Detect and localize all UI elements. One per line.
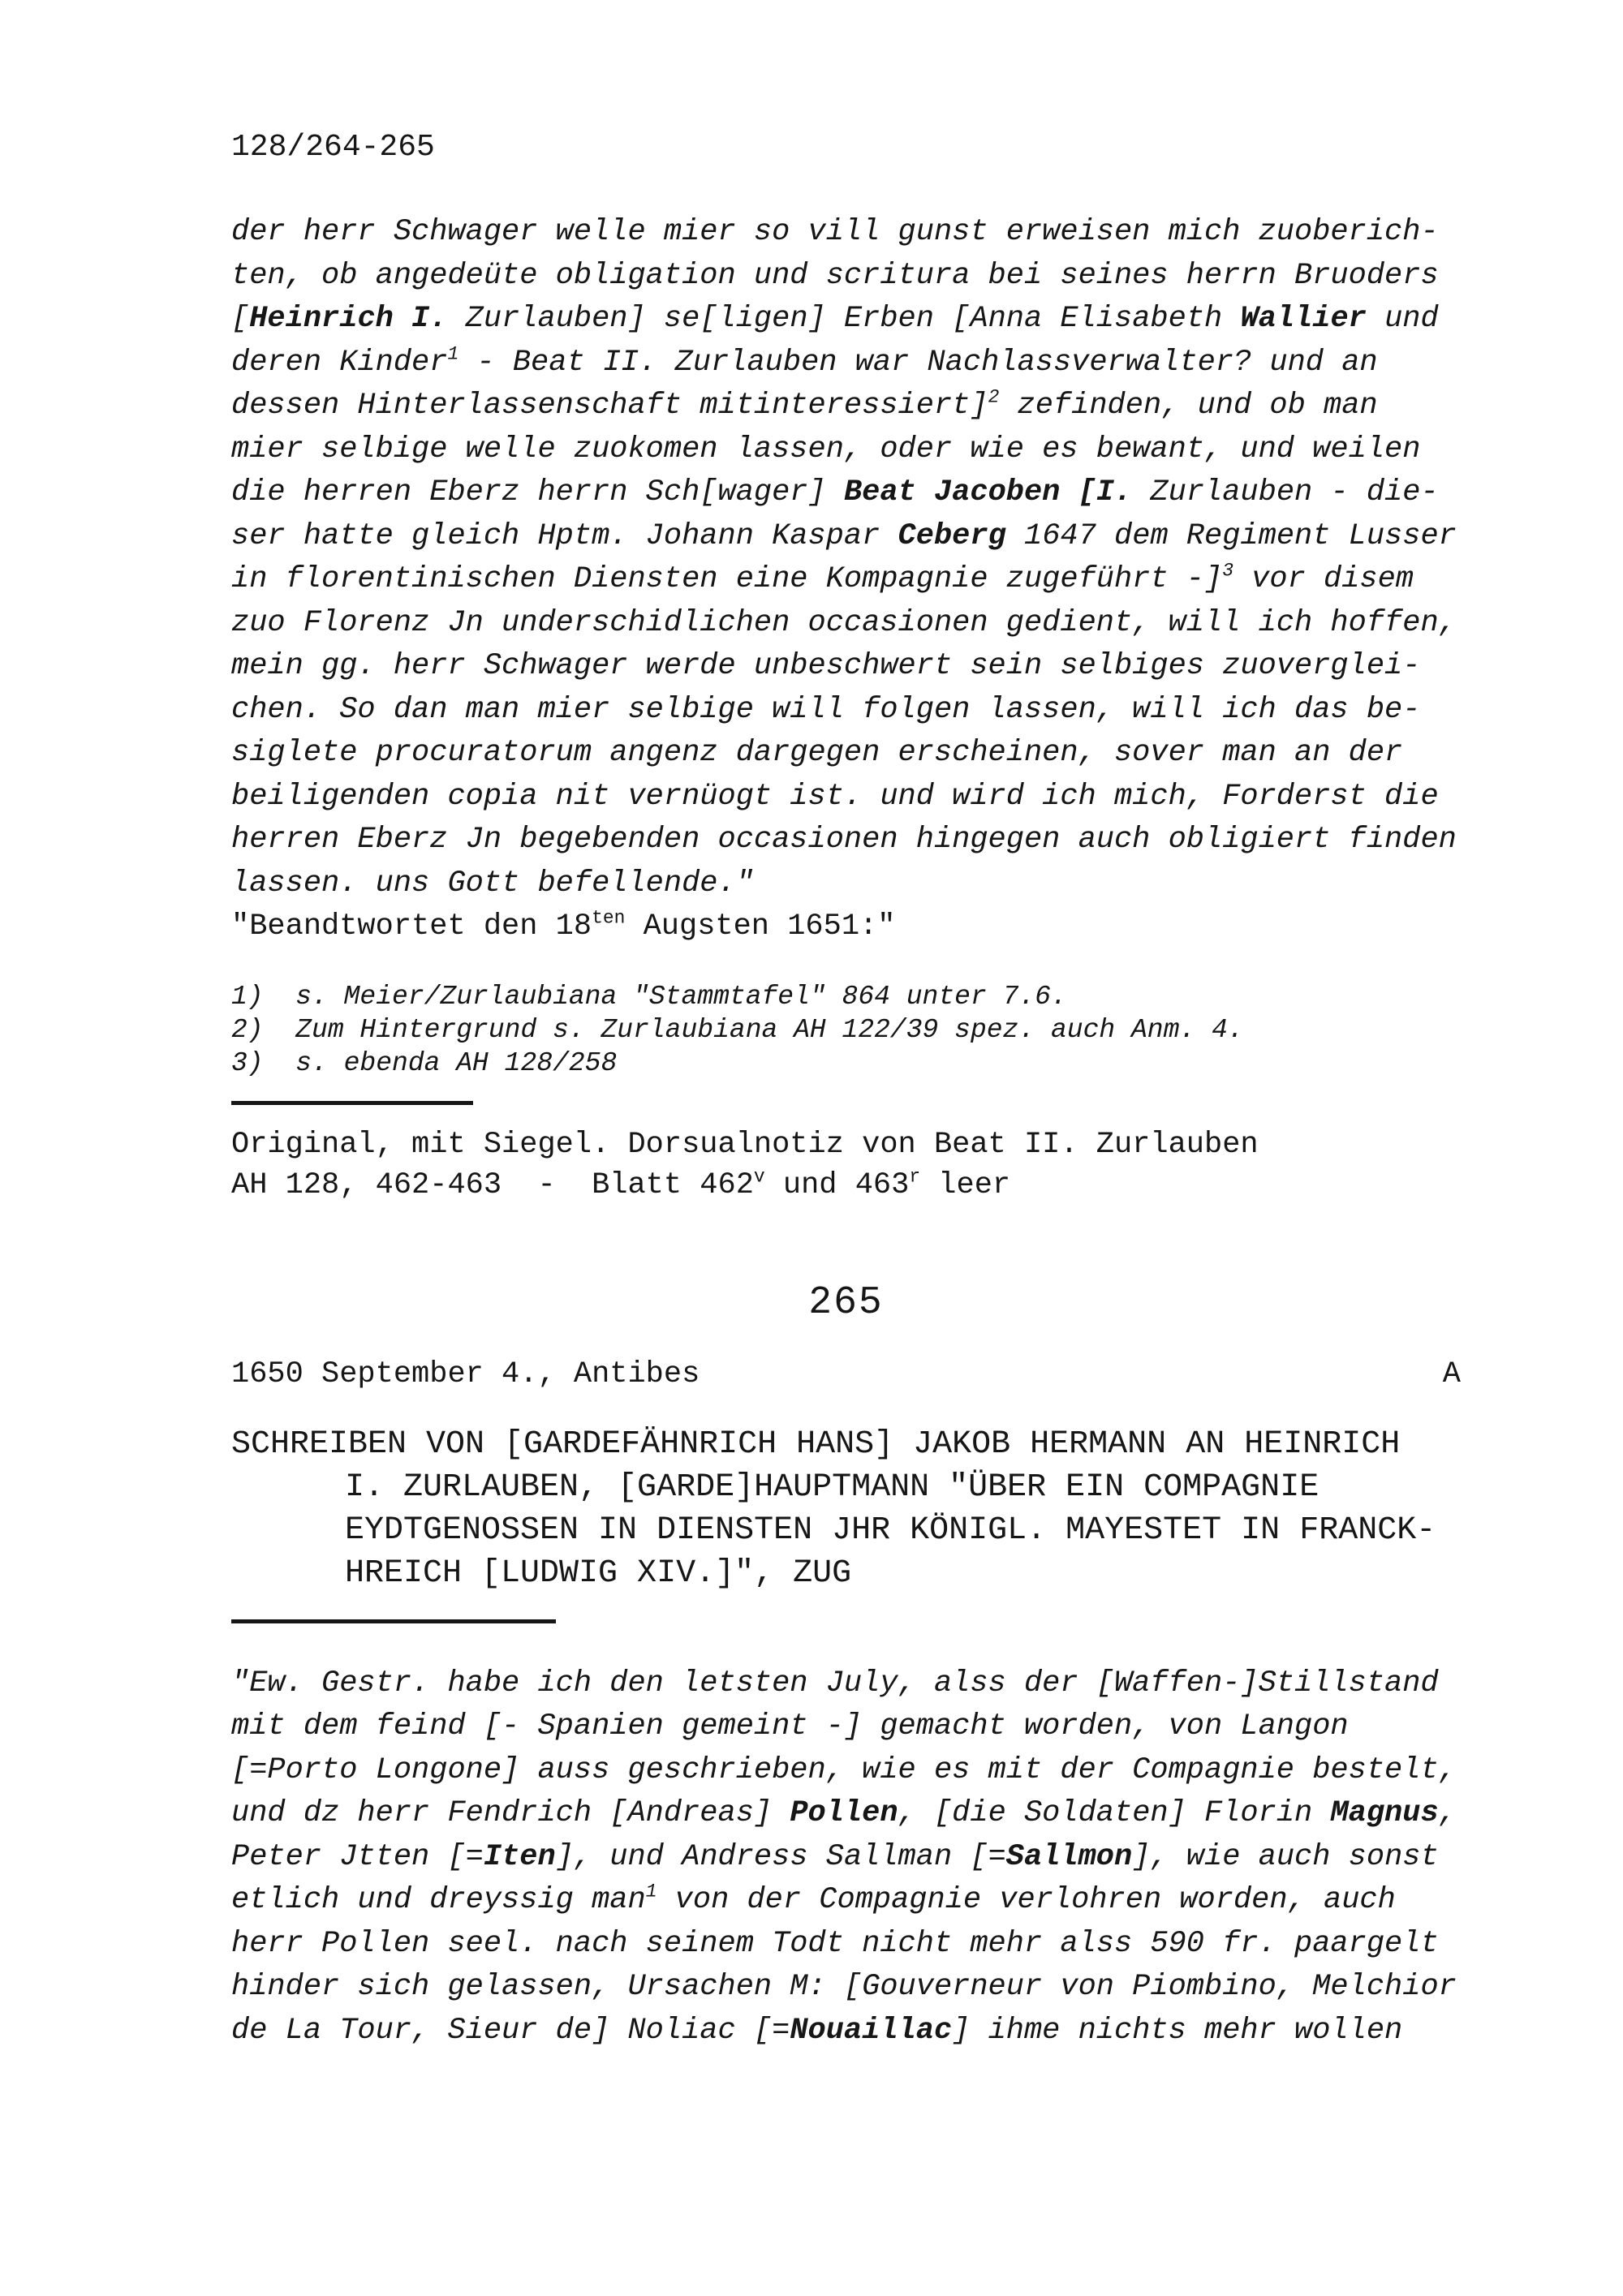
text-line: siglete procuratorum angenz dargegen erscheinen, sover man an der xyxy=(231,736,1403,770)
text-line: HREICH [LUDWIG XIV.]", ZUG xyxy=(345,1554,852,1592)
text-line: lassen. uns Gott befellende." xyxy=(231,866,754,901)
text-line: beiligenden copia nit vernüogt ist. und wird ich mich, Forderst die xyxy=(231,779,1439,814)
text-line: der herr Schwager welle mier so vill gunst erweisen mich zuoberich- xyxy=(231,215,1439,249)
entry-date-row xyxy=(231,1357,1461,1392)
text-line: mit dem feind [- Spanien gemeint -] gemacht worden, von Langon xyxy=(231,1709,1349,1743)
letter-264-body xyxy=(231,211,1461,905)
text-line: 2) Zum Hintergrund s. Zurlaubiana AH 122/39 spez. auch Anm. 4. xyxy=(231,1014,1244,1045)
text-line: "Ew. Gestr. habe ich den letsten July, alss der [Waffen-]Stillstand xyxy=(231,1666,1439,1701)
footnotes xyxy=(231,980,1461,1080)
text-line: deren Kinder$^1$ - Beat II. Zurlauben war Nachlassverwalter? und an xyxy=(231,343,1378,380)
text-line: ser hatte gleich Hptm. Johann Kaspar Ceberg 1647 dem Regiment Lusser xyxy=(231,518,1457,553)
text-line: ten, ob angedeüte obligation und scritura bei seines herrn Bruoders xyxy=(231,258,1439,293)
text-line: die herren Eberz herrn Sch[wager] Beat Jacoben [I. Zurlauben - die- xyxy=(231,475,1439,510)
entry-date-place: 1650 September 4., Antibes xyxy=(231,1357,700,1391)
entry-heading xyxy=(231,1423,1461,1595)
separator-rule xyxy=(231,1101,473,1105)
text-line: "Beandtwortet den $18^{ten}$ Augsten 1651:" xyxy=(231,907,896,944)
page-content xyxy=(231,130,1461,2053)
text-line: zuo Florenz Jn underschidlichen occasionen gedient, will ich hoffen, xyxy=(231,605,1457,640)
text-line: mein gg. herr Schwager werde unbeschwert sein selbiges zuoverglei- xyxy=(231,649,1421,683)
document-id: 128/264-265 xyxy=(231,130,435,165)
text-line: [Heinrich I. Zurlauben] se[ligen] Erben [Anna Elisabeth Wallier und xyxy=(231,302,1439,336)
separator-rule xyxy=(231,1619,556,1623)
text-line: 1) s. Meier/Zurlaubiana "Stammtafel" 864 unter 7.6. xyxy=(231,981,1067,1012)
entry-marker: A xyxy=(1442,1357,1461,1391)
text-line: hinder sich gelassen, Ursachen M: [Gouverneur von Piombino, Melchior xyxy=(231,1970,1457,2004)
text-line: herren Eberz Jn begebenden occasionen hingegen auch obligiert finden xyxy=(231,823,1457,857)
text-line: EYDTGENOSSEN IN DIENSTEN JHR KÖNIGL. MAYESTET IN FRANCK- xyxy=(345,1511,1436,1549)
text-line: in florentinischen Diensten eine Kompagnie zugeführt -]$^3$ vor disem xyxy=(231,560,1414,596)
provenance-note xyxy=(231,1124,1461,1206)
text-line: de La Tour, Sieur de] Noliac [=Nouaillac] ihme nichts mehr wollen xyxy=(231,2013,1403,2048)
text-line: [=Porto Longone] auss geschrieben, wie es mit der Compagnie bestelt, xyxy=(231,1752,1457,1787)
text-line: und dz herr Fendrich [Andreas] Pollen, [die Soldaten] Florin Magnus, xyxy=(231,1796,1457,1830)
text-line: herr Pollen seel. nach seinem Todt nicht mehr alss 590 fr. paargelt xyxy=(231,1926,1439,1961)
text-line: dessen Hinterlassenschaft mitinteressiert]$^2$ zefinden, und ob man xyxy=(231,386,1378,423)
text-line: SCHREIBEN VON [GARDEFÄHNRICH HANS] JAKOB HERMANN AN HEINRICH xyxy=(231,1425,1401,1463)
text-line: 3) s. ebenda AH 128/258 xyxy=(231,1047,618,1078)
text-line: AH 128, 462-463 - Blatt 462$^v$ und 463$^r$ leer xyxy=(231,1166,1011,1202)
text-line: Peter Jtten [=Iten], und Andress Sallman [=Sallmon], wie auch sonst xyxy=(231,1839,1439,1874)
text-line: I. ZURLAUBEN, [GARDE]HAUPTMANN "ÜBER EIN COMPAGNIE xyxy=(345,1468,1319,1506)
text-line: etlich und dreyssig man$^1$ von der Compagnie verlohren worden, auch xyxy=(231,1881,1396,1917)
entry-number: 265 xyxy=(808,1280,884,1325)
text-line: Original, mit Siegel. Dorsualnotiz von Beat II. Zurlauben xyxy=(231,1127,1259,1162)
text-line: mier selbige welle zuokomen lassen, oder wie es bewant, und weilen xyxy=(231,432,1421,467)
letter-265-body xyxy=(231,1662,1461,2053)
text-line: chen. So dan man mier selbige will folgen lassen, will ich das be- xyxy=(231,692,1421,727)
answer-note xyxy=(231,905,1461,949)
